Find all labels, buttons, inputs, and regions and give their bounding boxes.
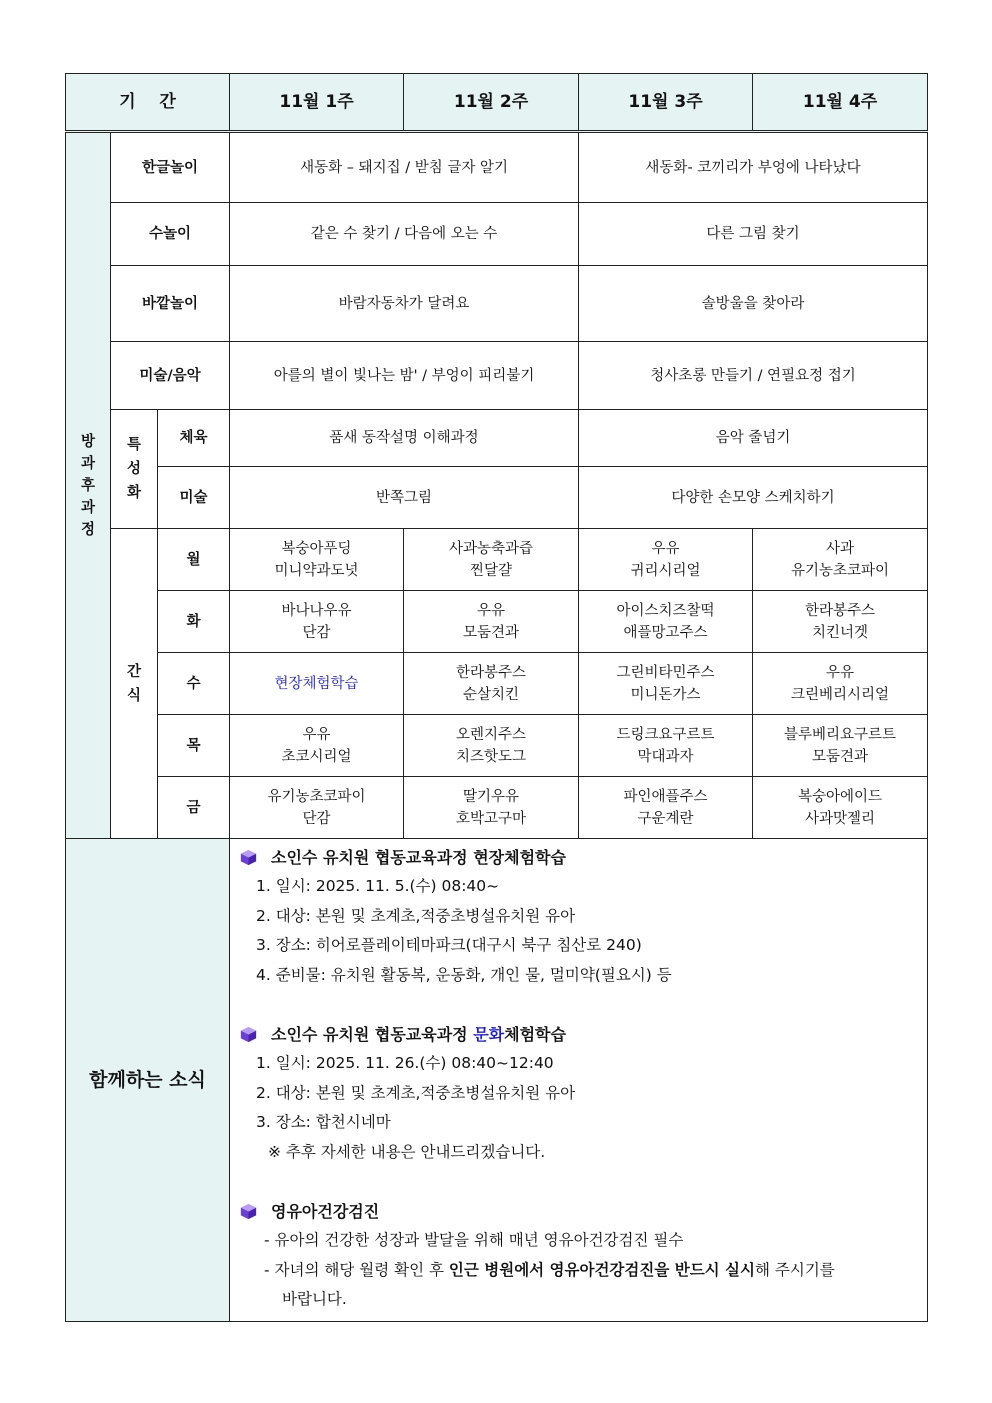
news-line: 바랍니다. (282, 1290, 347, 1308)
week-1: 11월 1주 (230, 74, 404, 132)
art-music-left: 아를의 별이 빛나는 밤' / 부엉이 피리불기 (230, 342, 579, 410)
snack-cell: 오렌지주스 치즈핫도그 (404, 715, 579, 777)
header-row (66, 74, 928, 132)
period-label: 기 간 (66, 74, 230, 132)
snack-cell: 우유 크린베리시리얼 (753, 653, 928, 715)
news-item: 3. 장소: 합천시네마 (256, 1113, 391, 1131)
snack-cell: 한라봉주스 순살치킨 (404, 653, 579, 715)
field-trip-cell: 현장체험학습 (230, 653, 404, 715)
news-row (66, 839, 928, 1322)
pe-right: 음악 줄넘기 (579, 410, 928, 467)
special-art-left: 반쪽그림 (230, 467, 579, 529)
cube-bullet-icon (240, 1026, 257, 1043)
snack-cell: 우유 모둠견과 (404, 591, 579, 653)
outdoor-label: 바깥놀이 (111, 266, 230, 342)
outdoor-left: 바람자동차가 달려요 (230, 266, 579, 342)
row-pe (66, 410, 928, 467)
news-line: - 유아의 건강한 성장과 발달을 위해 매년 영유아건강검진 필수 (264, 1231, 684, 1249)
outdoor-right: 솔방울을 찾아라 (579, 266, 928, 342)
snack-row-thu (66, 715, 928, 777)
row-art-music (66, 342, 928, 410)
snack-cell: 바나나우유 단감 (230, 591, 404, 653)
snack-cell: 아이스치즈찰떡 애플망고주스 (579, 591, 753, 653)
week-2: 11월 2주 (404, 74, 579, 132)
snack-cell: 드링크요구르트 막대과자 (579, 715, 753, 777)
snack-row-fri (66, 777, 928, 839)
news-section-2-title: 소인수 유치원 협동교육과정 문화 체험학습 (240, 1020, 919, 1049)
news-section-1-title: 소인수 유치원 협동교육과정 현장체험학습 (240, 843, 919, 872)
news-item: 2. 대상: 본원 및 초계초,적중초병설유치원 유아 (256, 906, 576, 925)
snack-cell: 복숭아푸딩 미니약과도넛 (230, 529, 404, 591)
week-3: 11월 3주 (579, 74, 753, 132)
snack-cell: 한라봉주스 치킨너겟 (753, 591, 928, 653)
special-art-right: 다양한 손모양 스케치하기 (579, 467, 928, 529)
art-music-right: 청사초롱 만들기 / 연필요정 접기 (579, 342, 928, 410)
week-4: 11월 4주 (753, 74, 928, 132)
snack-cell: 블루베리요구르트 모둠견과 (753, 715, 928, 777)
news-line: - 자녀의 해당 월령 확인 후 인근 병원에서 영유아건강검진을 반드시 실시해 주시기를 (264, 1260, 835, 1279)
news-item: 1. 일시: 2025. 11. 26.(수) 08:40~12:40 (256, 1054, 554, 1072)
news-item: 1. 일시: 2025. 11. 5.(수) 08:40~ (256, 877, 500, 895)
hangul-right: 새동화- 코끼리가 부엉에 나타났다 (579, 132, 928, 203)
news-section-3-title: 영유아건강검진 (240, 1197, 919, 1226)
snack-row-mon (66, 529, 928, 591)
news-label: 함께하는 소식 (66, 839, 230, 1322)
snack-label: 간식 (111, 529, 158, 839)
snack-cell: 사과농축과즙 찐달걀 (404, 529, 579, 591)
art-music-label: 미술/음악 (111, 342, 230, 410)
snack-day: 화 (158, 591, 230, 653)
snack-row-wed (66, 653, 928, 715)
news-content (230, 839, 928, 1322)
math-right: 다른 그림 찾기 (579, 203, 928, 266)
snack-day: 금 (158, 777, 230, 839)
cube-bullet-icon (240, 1203, 257, 1220)
snack-cell: 딸기우유 호박고구마 (404, 777, 579, 839)
snack-cell: 사과 유기농초코파이 (753, 529, 928, 591)
snack-day: 수 (158, 653, 230, 715)
news-item: 2. 대상: 본원 및 초계초,적중초병설유치원 유아 (256, 1083, 576, 1102)
snack-cell: 우유 귀리시리얼 (579, 529, 753, 591)
snack-day: 월 (158, 529, 230, 591)
row-math (66, 203, 928, 266)
schedule-table (65, 73, 928, 1322)
math-left: 같은 수 찾기 / 다음에 오는 수 (230, 203, 579, 266)
snack-cell: 그린비타민주스 미니돈가스 (579, 653, 753, 715)
hangul-left: 새동화 – 돼지집 / 받침 글자 알기 (230, 132, 579, 203)
news-item: 3. 장소: 히어로플레이테마파크(대구시 북구 침산로 240) (256, 936, 642, 954)
news-note: ※ 추후 자세한 내용은 안내드리겠습니다. (268, 1142, 546, 1161)
snack-row-tue (66, 591, 928, 653)
snack-cell: 파인애플주스 구운계란 (579, 777, 753, 839)
hangul-label: 한글놀이 (111, 132, 230, 203)
snack-cell: 복숭아에이드 사과맛젤리 (753, 777, 928, 839)
snack-cell: 유기농초코파이 단감 (230, 777, 404, 839)
pe-left: 품새 동작설명 이해과정 (230, 410, 579, 467)
snack-cell: 우유 초코시리얼 (230, 715, 404, 777)
row-special-art (66, 467, 928, 529)
news-item: 4. 준비물: 유치원 활동복, 운동화, 개인 물, 멀미약(필요시) 등 (256, 965, 672, 984)
snack-day: 목 (158, 715, 230, 777)
special-art-label: 미술 (158, 467, 230, 529)
cube-bullet-icon (240, 849, 257, 866)
math-label: 수놀이 (111, 203, 230, 266)
pe-label: 체육 (158, 410, 230, 467)
row-hangul (66, 132, 928, 203)
special-label: 특성화 (111, 410, 158, 529)
afterschool-label: 방과후 과정 (66, 132, 111, 839)
row-outdoor (66, 266, 928, 342)
